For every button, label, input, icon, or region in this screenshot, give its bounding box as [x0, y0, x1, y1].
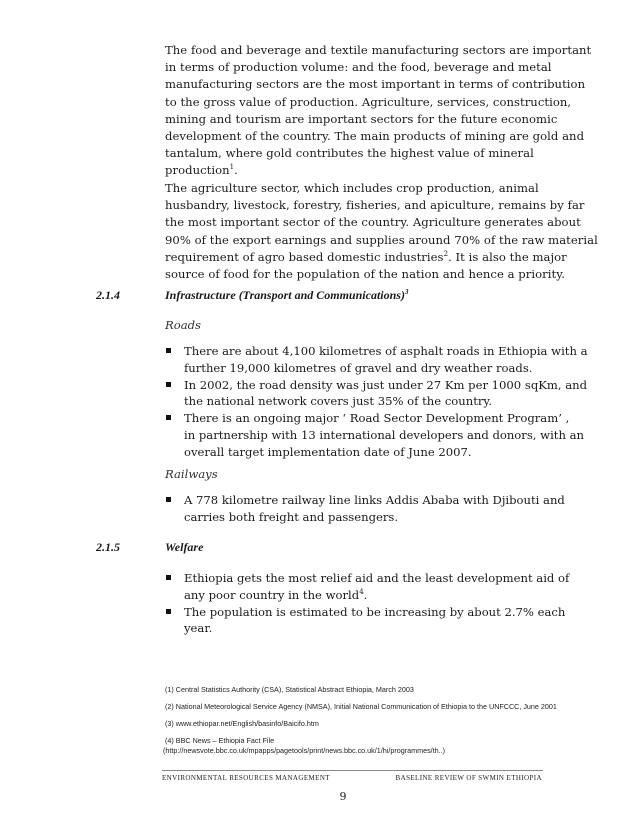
text-fragment: .	[363, 587, 368, 602]
text-line: The food and beverage and textile manufacturing sectors are important	[165, 43, 592, 57]
text-fragment: requirement of agro based domestic industries	[165, 249, 444, 264]
text-line: overall target implementation date of June 2007.	[184, 444, 472, 459]
text-line	[184, 587, 555, 604]
text-line: The population is estimated to be increasing by about 2.7% each	[184, 604, 566, 619]
page-number: 9	[339, 790, 347, 803]
footnote-marker: (4)	[165, 736, 174, 745]
text-line: In 2002, the road density was just under 27 Km per 1000 sqKm, and	[184, 377, 588, 392]
text-line	[165, 162, 555, 179]
footnote-marker: (1)	[165, 685, 174, 694]
footer-divider	[162, 770, 543, 771]
section-title-welfare: Welfare	[165, 540, 204, 554]
footnote-ref: 3	[404, 288, 409, 296]
footer-document-title: BASELINE REVIEW OF SWMIN ETHIOPIA	[395, 774, 542, 782]
text-fragment: production	[165, 163, 230, 178]
section-title-text: Infrastructure (Transport and Communications)	[165, 288, 405, 302]
roads-list	[165, 343, 588, 461]
footnote-4	[165, 736, 274, 745]
text-line: The agriculture sector, which includes crop production, animal	[165, 181, 539, 195]
text-line: husbandry, livestock, forestry, fisheries, and apiculture, remains by far	[165, 198, 585, 213]
footnote-ref: 4	[359, 587, 364, 596]
text-line: the most important sector of the country. Agriculture generates about	[165, 215, 581, 230]
text-line: in terms of production volume: and the food, beverage and metal	[165, 60, 552, 75]
text-line: manufacturing sectors are the most important in terms of contribution	[165, 77, 586, 92]
subheading-railways: Railways	[165, 467, 218, 481]
text-line: There are about 4,100 kilometres of asphalt roads in Ethiopia with a	[184, 344, 588, 358]
list-item	[165, 604, 566, 638]
bullet-square-icon	[166, 382, 171, 387]
text-line: further 19,000 kilometres of gravel and dry weather roads.	[184, 360, 533, 375]
list-item	[165, 410, 584, 460]
footnote-1	[165, 685, 414, 694]
footnote-marker: (3)	[165, 719, 174, 728]
subheading-roads: Roads	[165, 318, 201, 332]
section-title-infrastructure	[165, 288, 408, 303]
footnote-3	[165, 719, 319, 728]
list-item	[165, 492, 565, 526]
text-fragment: any poor country in the world	[184, 587, 360, 602]
list-item	[165, 343, 588, 377]
welfare-list	[165, 570, 570, 637]
footnote-text: Central Statistics Authority (CSA), Statistical Abstract Ethiopia, March 2003	[173, 685, 414, 694]
list-item	[165, 377, 588, 411]
footnote-ref: 1	[229, 163, 235, 172]
text-line: carries both freight and passengers.	[184, 509, 399, 524]
footnote-marker: (2)	[165, 702, 174, 711]
text-line: source of food for the population of the nation and hence a priority.	[165, 267, 566, 282]
text-line: A 778 kilometre railway line links Addis Ababa with Djibouti and	[184, 493, 565, 507]
bullet-square-icon	[166, 609, 171, 614]
bullet-square-icon	[166, 415, 171, 420]
bullet-square-icon	[166, 497, 171, 502]
footnote-text: BBC News – Ethiopia Fact File	[173, 736, 275, 745]
list-item	[165, 570, 570, 604]
footnote-text: www.ethiopar.net/English/basinfo/Baicifo.htm	[173, 719, 319, 728]
text-fragment: .	[234, 163, 238, 178]
footnote-4-url: (http://newsvote.bbc.co.uk/mpapps/pagetools/print/news.bbc.co.uk/1/hi/programmes/th..)	[163, 746, 446, 755]
text-line: mining and tourism are important sectors for the future economic	[165, 111, 558, 126]
text-line: year.	[184, 621, 213, 636]
paragraph-manufacturing	[165, 42, 592, 180]
text-line: Ethiopia gets the most relief aid and the least development aid of	[184, 571, 570, 585]
paragraph-agriculture	[165, 180, 598, 283]
text-line: tantalum, where gold contributes the highest value of mineral	[165, 146, 534, 161]
text-line	[165, 249, 567, 266]
section-number: 2.1.4	[96, 288, 120, 302]
footnote-text: National Meteorological Service Agency (NMSA), Initial National Communication of Ethiopia to the UNFCCC, June 2001	[173, 702, 557, 711]
footnote-2	[165, 702, 557, 711]
bullet-square-icon	[166, 348, 171, 353]
text-fragment: . It is also the major	[448, 249, 567, 264]
text-line: in partnership with 13 international developers and donors, with an	[184, 427, 584, 442]
railways-list	[165, 492, 565, 526]
text-line: There is an ongoing major ‘ Road Sector Development Program’ ,	[184, 411, 570, 426]
footnote-ref: 2	[443, 249, 449, 258]
section-number: 2.1.5	[96, 540, 120, 554]
text-line: 90% of the export earnings and supplies around 70% of the raw material	[165, 232, 598, 247]
text-line: the national network covers just 35% of the country.	[184, 394, 493, 409]
text-line: development of the country. The main products of mining are gold and	[165, 129, 585, 144]
text-line: to the gross value of production. Agriculture, services, construction,	[165, 94, 572, 109]
footer-organization: ENVIRONMENTAL RESOURCES MANAGEMENT	[162, 774, 330, 782]
bullet-square-icon	[166, 575, 171, 580]
